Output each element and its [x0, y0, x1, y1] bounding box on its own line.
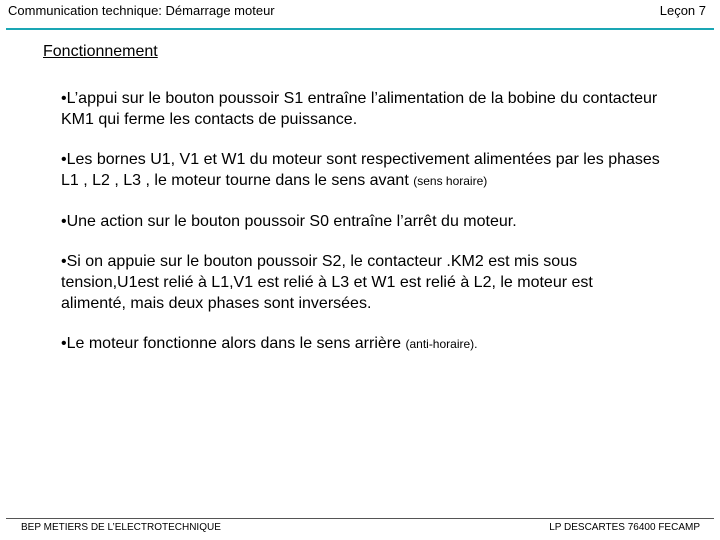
bullet-text: •Les bornes U1, V1 et W1 du moteur sont respectivement alimentées par les phases L1 , L2 , L3 , le moteur tourne dans le sens avant: [61, 151, 660, 189]
bullet-paragraph: [61, 333, 661, 355]
bullet-note: (sens horaire): [413, 174, 488, 188]
bullet-paragraph: [61, 251, 661, 314]
bullet-list: [61, 88, 661, 374]
bullet-text: •Une action sur le bouton poussoir S0 entraîne l’arrêt du moteur.: [61, 213, 517, 230]
lesson-label: Leçon 7: [659, 3, 706, 18]
footer-divider: [6, 518, 714, 519]
bullet-note: (anti-horaire).: [405, 337, 478, 351]
header-divider: [6, 28, 714, 30]
footer-school-name: LP DESCARTES 76400 FECAMP: [549, 522, 700, 533]
bullet-text: •Si on appuie sur le bouton poussoir S2, le contacteur .KM2 est mis sous tension,U1est relié à L1,V1 est relié à L3 et W1 est relié à L2, le moteur est alimenté, mais deux phases sont inversées.: [61, 253, 593, 312]
bullet-paragraph: [61, 149, 661, 192]
bullet-text: •L’appui sur le bouton poussoir S1 entraîne l’alimentation de la bobine du contacteur KM1 qui ferme les contacts de puissance.: [61, 90, 658, 128]
bullet-paragraph: [61, 88, 661, 130]
bullet-paragraph: [61, 211, 661, 232]
footer-school-program: BEP METIERS DE L’ELECTROTECHNIQUE: [21, 522, 221, 533]
section-title: Fonctionnement: [43, 43, 158, 60]
header-title: Communication technique: Démarrage moteur: [8, 3, 275, 18]
bullet-text: •Le moteur fonctionne alors dans le sens arrière: [61, 335, 402, 352]
